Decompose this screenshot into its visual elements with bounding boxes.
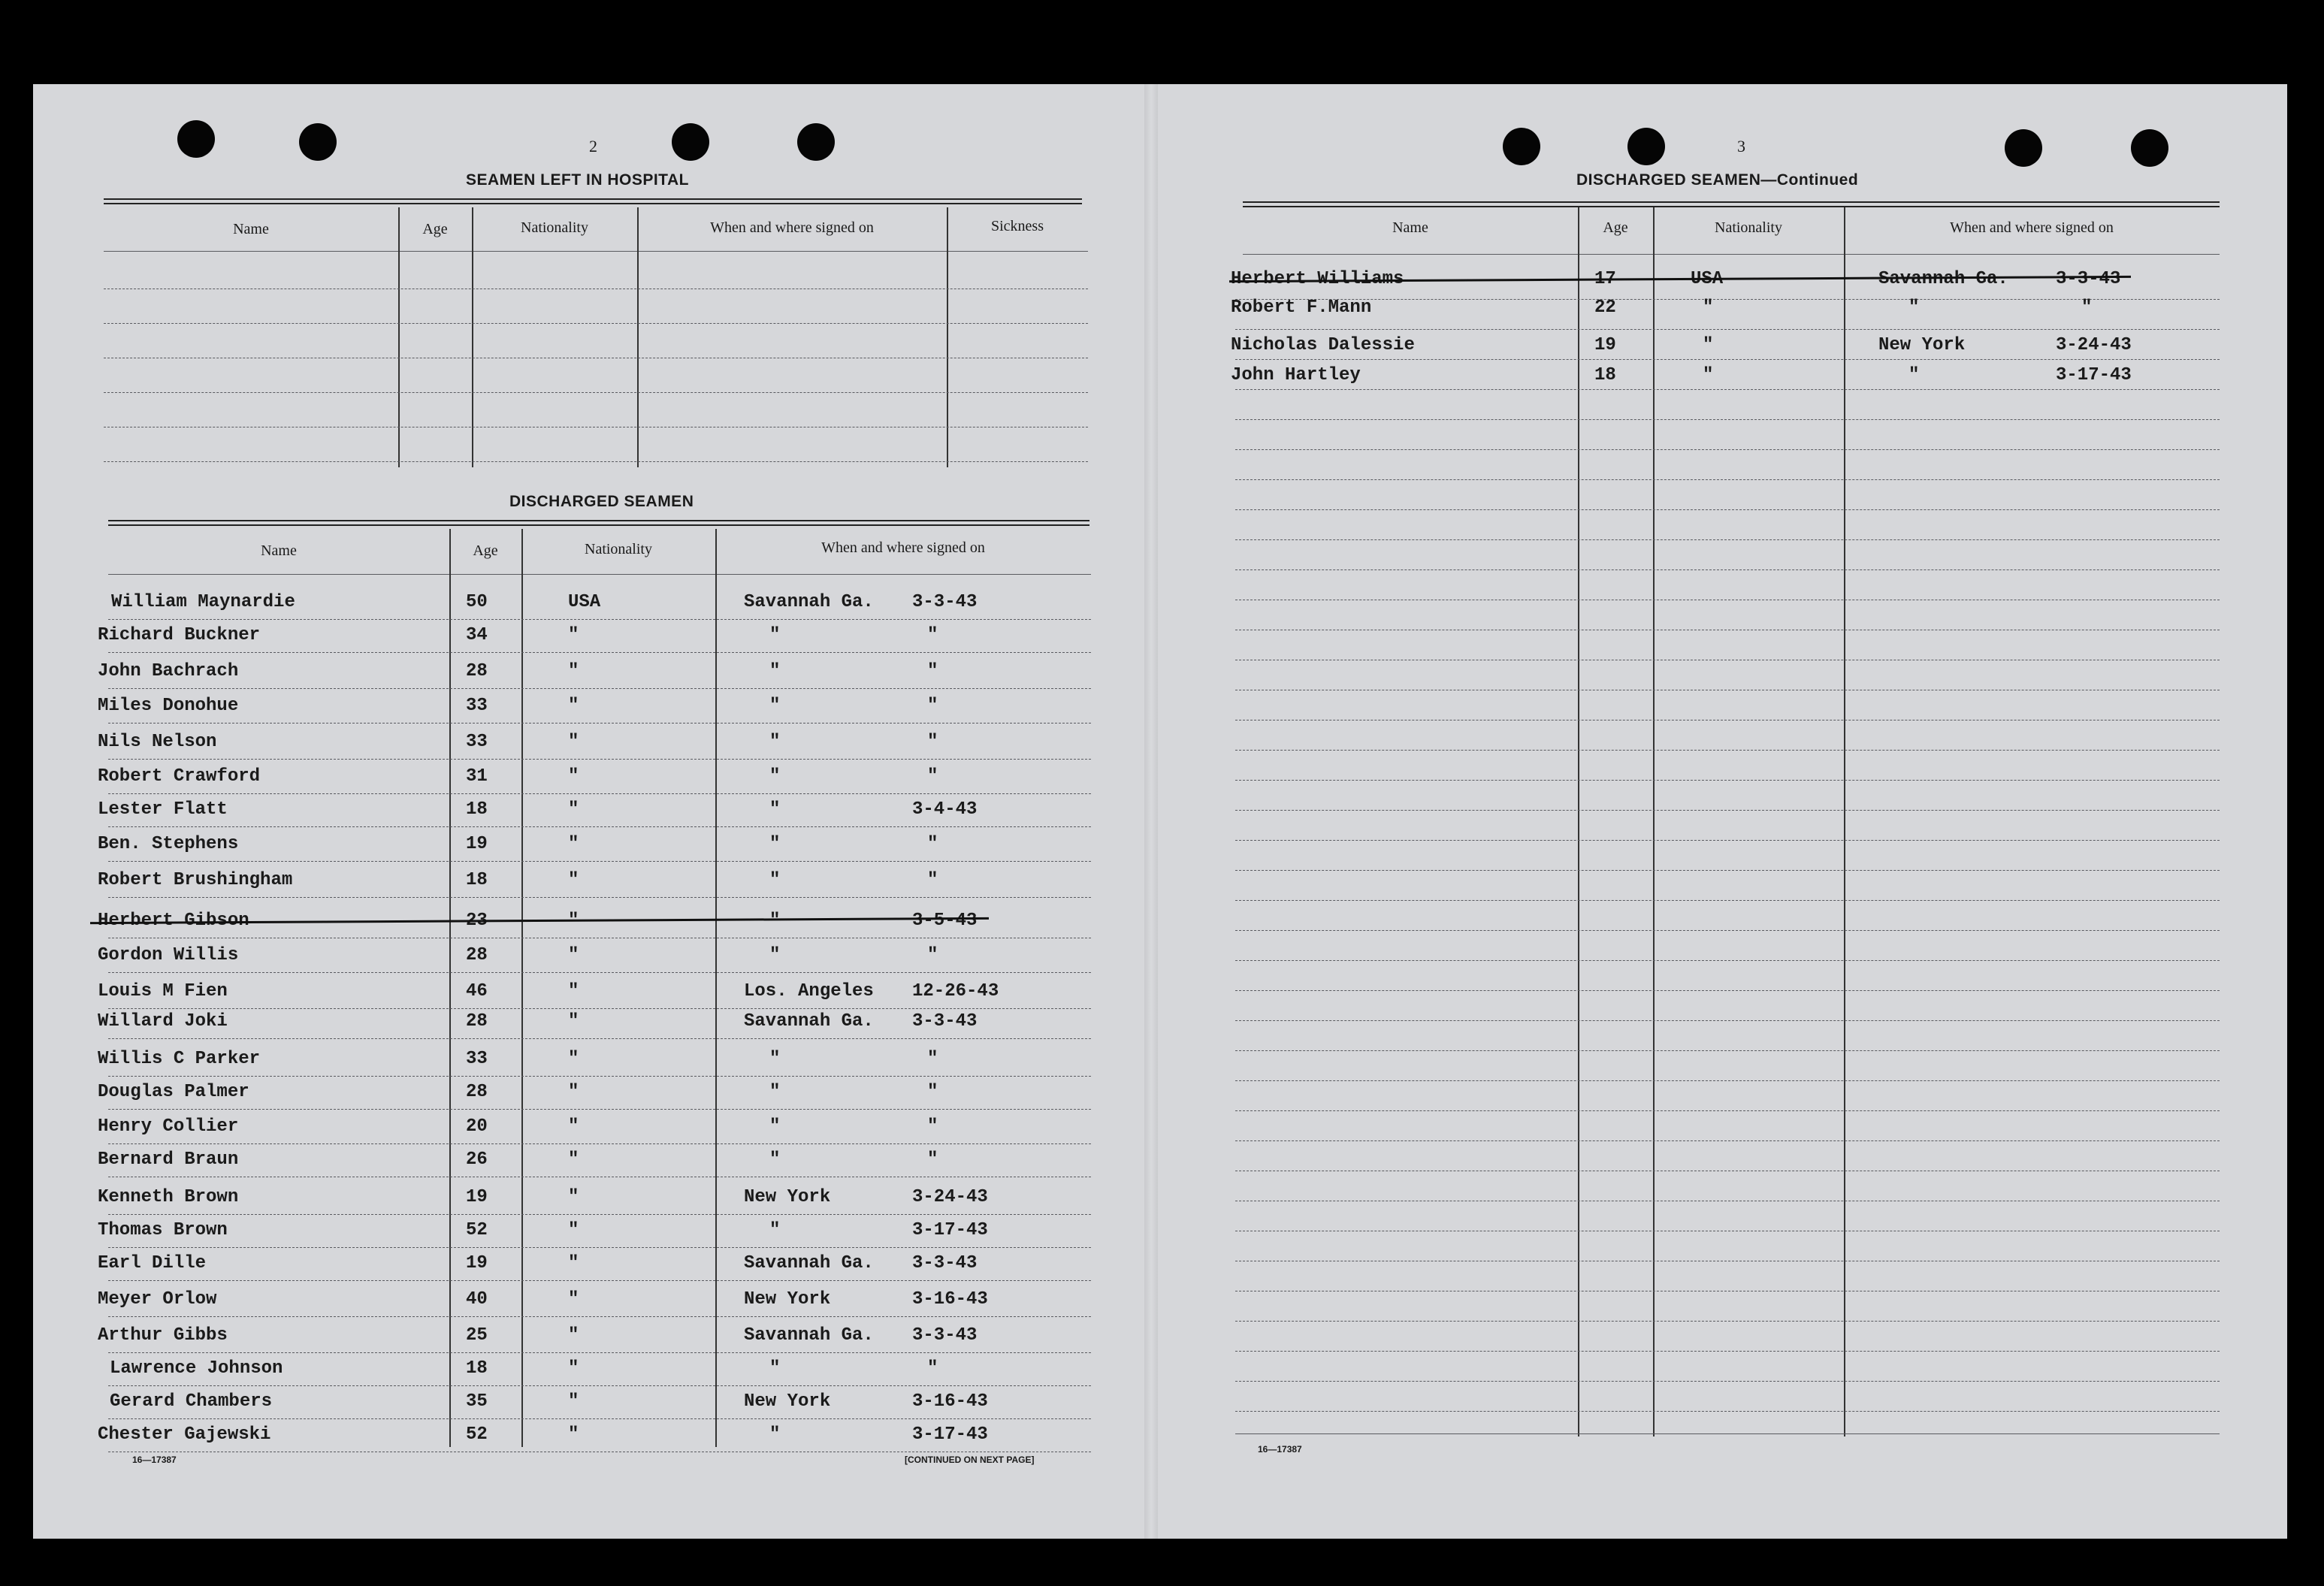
seaman-name: Nicholas Dalessie <box>1231 335 1415 355</box>
page-number: 3 <box>1737 137 1745 156</box>
right-header-rule <box>1243 254 2220 255</box>
hospital-col-divider <box>472 207 473 467</box>
seaman-age: 22 <box>1594 298 1616 318</box>
punch-hole <box>299 123 337 161</box>
seaman-signed-place: " <box>769 696 781 716</box>
row-rule <box>108 1418 1091 1419</box>
seaman-nationality: " <box>568 1358 579 1379</box>
seaman-signed-date: 3-3-43 <box>912 1325 978 1346</box>
seaman-name: John Bachrach <box>98 661 239 681</box>
seaman-age: 19 <box>466 1187 488 1207</box>
seaman-signed-place: Savannah Ga. <box>744 1253 874 1273</box>
continued-note: [CONTINUED ON NEXT PAGE] <box>905 1455 1035 1465</box>
seaman-signed-place: " <box>769 911 781 931</box>
seaman-name: Gerard Chambers <box>110 1391 273 1412</box>
seaman-name: Willard Joki <box>98 1011 228 1032</box>
seaman-signed-place: " <box>769 1358 781 1379</box>
seaman-name: Robert Crawford <box>98 766 261 787</box>
hospital-col-divider <box>637 207 639 467</box>
seaman-nationality: " <box>568 945 579 965</box>
discharged-header-rule <box>108 574 1091 575</box>
row-rule <box>108 688 1091 689</box>
row-rule <box>108 1143 1091 1144</box>
hospital-ruled-line <box>104 461 1088 462</box>
seaman-nationality: " <box>568 1116 579 1137</box>
seaman-signed-place: " <box>1908 365 1920 385</box>
hospital-header-age: Age <box>422 221 448 237</box>
seaman-age: 28 <box>466 1011 488 1032</box>
seaman-signed-date: " <box>927 661 938 681</box>
seaman-signed-date: " <box>2081 298 2093 318</box>
discharged-header-signed-on: When and where signed on <box>821 539 985 556</box>
seaman-name: Lawrence Johnson <box>110 1358 283 1379</box>
seaman-name: Miles Donohue <box>98 696 239 716</box>
seaman-nationality: " <box>568 1149 579 1170</box>
row-rule <box>108 793 1091 794</box>
seaman-age: 23 <box>466 911 488 931</box>
seaman-nationality: USA <box>568 592 601 612</box>
seaman-signed-date: " <box>927 1049 938 1069</box>
right-ruled-line <box>1235 1351 2220 1352</box>
seaman-nationality: USA <box>1691 269 1724 289</box>
hospital-header-rule <box>104 251 1088 252</box>
seaman-nationality: " <box>568 1325 579 1346</box>
right-header-age: Age <box>1603 219 1628 236</box>
seaman-signed-place: Savannah Ga. <box>1878 269 2008 289</box>
hospital-ruled-line <box>104 392 1088 393</box>
seaman-signed-date: " <box>927 625 938 645</box>
seaman-age: 26 <box>466 1149 488 1170</box>
seaman-signed-place: " <box>769 834 781 854</box>
seaman-name: Henry Collier <box>98 1116 239 1137</box>
seaman-signed-place: " <box>769 945 781 965</box>
row-rule <box>108 1352 1091 1353</box>
seaman-signed-date: 3-3-43 <box>912 592 978 612</box>
row-rule <box>108 1008 1091 1009</box>
seaman-signed-place: " <box>769 1116 781 1137</box>
seaman-signed-place: New York <box>1878 335 1966 355</box>
right-ruled-line <box>1235 329 2220 330</box>
punch-hole <box>797 123 835 161</box>
right-ruled-line <box>1235 479 2220 480</box>
punch-hole <box>177 120 215 158</box>
seaman-name: Louis M Fien <box>98 981 228 1001</box>
right-ruled-line <box>1235 990 2220 991</box>
seaman-nationality: " <box>568 1289 579 1310</box>
right-ruled-line <box>1235 930 2220 931</box>
row-rule <box>108 1038 1091 1039</box>
discharged-header-name: Name <box>261 542 297 559</box>
punch-hole <box>672 123 709 161</box>
seaman-nationality: " <box>568 981 579 1001</box>
discharged-top-rule <box>108 520 1089 526</box>
seaman-age: 34 <box>466 625 488 645</box>
seaman-nationality: " <box>1703 365 1714 385</box>
right-header-nationality: Nationality <box>1715 219 1782 236</box>
seaman-signed-date: 3-4-43 <box>912 799 978 820</box>
seaman-age: 18 <box>466 870 488 890</box>
hospital-title: SEAMEN LEFT IN HOSPITAL <box>466 171 689 189</box>
seaman-nationality: " <box>568 1049 579 1069</box>
discharged-title: DISCHARGED SEAMEN <box>509 493 694 510</box>
seaman-signed-place: " <box>769 1049 781 1069</box>
hospital-col-divider <box>398 207 400 467</box>
seaman-signed-date: 3-16-43 <box>912 1289 988 1310</box>
seaman-age: 20 <box>466 1116 488 1137</box>
right-ruled-line <box>1235 359 2220 360</box>
right-ruled-line <box>1235 1110 2220 1111</box>
seaman-age: 19 <box>1594 335 1616 355</box>
seaman-age: 18 <box>466 1358 488 1379</box>
row-rule <box>108 1076 1091 1077</box>
row-rule <box>108 723 1091 724</box>
right-ruled-line <box>1235 960 2220 961</box>
seaman-signed-date: " <box>927 1358 938 1379</box>
seaman-age: 50 <box>466 592 488 612</box>
seaman-nationality: " <box>1703 298 1714 318</box>
right-ruled-line <box>1235 1080 2220 1081</box>
seaman-name: Arthur Gibbs <box>98 1325 228 1346</box>
seaman-name: Bernard Braun <box>98 1149 239 1170</box>
seaman-signed-place: " <box>769 1082 781 1102</box>
seaman-nationality: " <box>568 625 579 645</box>
seaman-signed-place: " <box>769 870 781 890</box>
form-number: 16—17387 <box>1258 1444 1302 1455</box>
seaman-signed-date: 3-24-43 <box>2056 335 2132 355</box>
seaman-signed-place: " <box>769 799 781 820</box>
row-rule <box>108 1109 1091 1110</box>
seaman-nationality: " <box>568 1424 579 1445</box>
seaman-nationality: " <box>1703 335 1714 355</box>
hospital-header-signed-on: When and where signed on <box>710 219 874 236</box>
seaman-signed-date: " <box>927 732 938 752</box>
page-fold <box>1144 84 1158 1539</box>
row-rule <box>108 1385 1091 1386</box>
row-rule <box>108 826 1091 827</box>
seaman-signed-date: 3-3-43 <box>912 1011 978 1032</box>
seaman-nationality: " <box>568 1391 579 1412</box>
seaman-age: 19 <box>466 1253 488 1273</box>
seaman-age: 17 <box>1594 269 1616 289</box>
seaman-nationality: " <box>568 799 579 820</box>
seaman-signed-place: " <box>1908 298 1920 318</box>
right-ruled-line <box>1235 299 2220 300</box>
seaman-name: Nils Nelson <box>98 732 217 752</box>
seaman-nationality: " <box>568 1082 579 1102</box>
right-ruled-line <box>1235 780 2220 781</box>
seaman-signed-date: " <box>927 696 938 716</box>
seaman-age: 28 <box>466 1082 488 1102</box>
seaman-age: 33 <box>466 732 488 752</box>
seaman-name: Robert Brushingham <box>98 870 293 890</box>
seaman-signed-place: Savannah Ga. <box>744 592 874 612</box>
row-rule <box>108 652 1091 653</box>
seaman-age: 18 <box>1594 365 1616 385</box>
punch-hole <box>2131 129 2168 167</box>
seaman-nationality: " <box>568 870 579 890</box>
seaman-name: Chester Gajewski <box>98 1424 271 1445</box>
seaman-name: Gordon Willis <box>98 945 239 965</box>
seaman-signed-date: 3-17-43 <box>2056 365 2132 385</box>
seaman-age: 40 <box>466 1289 488 1310</box>
seaman-signed-date: 12-26-43 <box>912 981 999 1001</box>
form-number: 16—17387 <box>132 1455 177 1465</box>
row-rule <box>108 1247 1091 1248</box>
seaman-age: 33 <box>466 696 488 716</box>
seaman-nationality: " <box>568 1011 579 1032</box>
seaman-signed-date: 3-3-43 <box>2056 269 2121 289</box>
right-ruled-line <box>1235 419 2220 420</box>
seaman-signed-place: New York <box>744 1289 831 1310</box>
seaman-signed-date: " <box>927 834 938 854</box>
seaman-name: Herbert Gibson <box>98 911 249 931</box>
seaman-age: 28 <box>466 661 488 681</box>
discharged-col-divider <box>715 529 717 1447</box>
seaman-nationality: " <box>568 834 579 854</box>
right-ruled-line <box>1235 810 2220 811</box>
discharged-header-age: Age <box>473 542 498 559</box>
seaman-name: Ben. Stephens <box>98 834 239 854</box>
seaman-signed-place: " <box>769 1424 781 1445</box>
seaman-signed-date: " <box>927 945 938 965</box>
seaman-signed-place: " <box>769 732 781 752</box>
seaman-signed-place: Savannah Ga. <box>744 1325 874 1346</box>
seaman-nationality: " <box>568 732 579 752</box>
seaman-signed-date: 3-24-43 <box>912 1187 988 1207</box>
right-col-divider <box>1578 207 1579 1436</box>
seaman-age: 46 <box>466 981 488 1001</box>
right-ruled-line <box>1235 539 2220 540</box>
right-ruled-line <box>1235 1321 2220 1322</box>
seaman-age: 18 <box>466 799 488 820</box>
hospital-header-nationality: Nationality <box>521 219 588 236</box>
discharged-col-divider <box>449 529 451 1447</box>
seaman-signed-date: " <box>927 1082 938 1102</box>
row-rule <box>108 972 1091 973</box>
row-rule <box>108 861 1091 862</box>
discharged-continued-title: DISCHARGED SEAMEN—Continued <box>1576 171 1859 189</box>
seaman-name: William Maynardie <box>111 592 295 612</box>
seaman-nationality: " <box>568 661 579 681</box>
right-ruled-line <box>1235 569 2220 570</box>
seaman-name: Douglas Palmer <box>98 1082 249 1102</box>
seaman-name: Willis C Parker <box>98 1049 261 1069</box>
hospital-header-sickness: Sickness <box>991 218 1044 234</box>
row-rule <box>108 1214 1091 1215</box>
right-ruled-line <box>1235 870 2220 871</box>
right-ruled-line <box>1235 900 2220 901</box>
punch-hole <box>1503 128 1540 165</box>
seaman-signed-place: New York <box>744 1391 831 1412</box>
seaman-age: 35 <box>466 1391 488 1412</box>
hospital-col-divider <box>947 207 948 467</box>
seaman-age: 19 <box>466 834 488 854</box>
seaman-signed-date: " <box>927 1116 938 1137</box>
right-col-divider <box>1653 207 1655 1436</box>
seaman-name: Herbert Williams <box>1231 269 1404 289</box>
seaman-age: 52 <box>466 1220 488 1240</box>
seaman-name: Earl Dille <box>98 1253 207 1273</box>
right-ruled-line <box>1235 1411 2220 1412</box>
seaman-name: Richard Buckner <box>98 625 261 645</box>
right-ruled-line <box>1235 449 2220 450</box>
discharged-col-divider <box>521 529 523 1447</box>
seaman-age: 31 <box>466 766 488 787</box>
seaman-signed-place: Savannah Ga. <box>744 1011 874 1032</box>
seaman-signed-date: 3-17-43 <box>912 1220 988 1240</box>
right-ruled-line <box>1235 1050 2220 1051</box>
seaman-name: John Hartley <box>1231 365 1361 385</box>
seaman-name: Thomas Brown <box>98 1220 228 1240</box>
row-rule <box>108 619 1091 620</box>
seaman-age: 25 <box>466 1325 488 1346</box>
right-ruled-line <box>1235 1140 2220 1141</box>
hospital-top-rule <box>104 198 1082 204</box>
seaman-signed-date: 3-17-43 <box>912 1424 988 1445</box>
row-rule <box>108 1316 1091 1317</box>
right-ruled-line <box>1235 750 2220 751</box>
seaman-signed-place: " <box>769 625 781 645</box>
seaman-signed-date: " <box>927 870 938 890</box>
right-ruled-line <box>1235 1020 2220 1021</box>
seaman-name: Meyer Orlow <box>98 1289 217 1310</box>
seaman-age: 33 <box>466 1049 488 1069</box>
seaman-nationality: " <box>568 911 579 931</box>
seaman-name: Kenneth Brown <box>98 1187 239 1207</box>
seaman-signed-place: " <box>769 1149 781 1170</box>
right-bottom-rule <box>1235 1433 2220 1434</box>
seaman-signed-place: " <box>769 1220 781 1240</box>
row-rule <box>108 1280 1091 1281</box>
seaman-signed-date: 3-16-43 <box>912 1391 988 1412</box>
page-number: 2 <box>589 137 597 156</box>
right-top-rule <box>1243 201 2220 207</box>
seaman-name: Lester Flatt <box>98 799 228 820</box>
right-ruled-line <box>1235 840 2220 841</box>
seaman-signed-place: Los. Angeles <box>744 981 874 1001</box>
seaman-signed-date: " <box>927 1149 938 1170</box>
seaman-signed-place: New York <box>744 1187 831 1207</box>
seaman-signed-place: " <box>769 766 781 787</box>
seaman-nationality: " <box>568 1220 579 1240</box>
right-header-signed-on: When and where signed on <box>1950 219 2114 236</box>
punch-hole <box>1627 128 1665 165</box>
seaman-signed-date: " <box>927 766 938 787</box>
row-rule <box>108 759 1091 760</box>
seaman-nationality: " <box>568 696 579 716</box>
seaman-signed-place: " <box>769 661 781 681</box>
seaman-age: 28 <box>466 945 488 965</box>
right-ruled-line <box>1235 509 2220 510</box>
hospital-ruled-line <box>104 323 1088 324</box>
discharged-header-nationality: Nationality <box>585 541 652 557</box>
seaman-signed-date: 3-5-43 <box>912 911 978 931</box>
seaman-nationality: " <box>568 1253 579 1273</box>
right-header-name: Name <box>1392 219 1428 236</box>
seaman-nationality: " <box>568 766 579 787</box>
seaman-age: 52 <box>466 1424 488 1445</box>
seaman-nationality: " <box>568 1187 579 1207</box>
row-rule <box>108 897 1091 898</box>
seaman-name: Robert F.Mann <box>1231 298 1372 318</box>
hospital-header-name: Name <box>233 221 269 237</box>
right-col-divider <box>1844 207 1845 1436</box>
seaman-signed-date: 3-3-43 <box>912 1253 978 1273</box>
punch-hole <box>2005 129 2042 167</box>
right-ruled-line <box>1235 389 2220 390</box>
right-ruled-line <box>1235 1381 2220 1382</box>
